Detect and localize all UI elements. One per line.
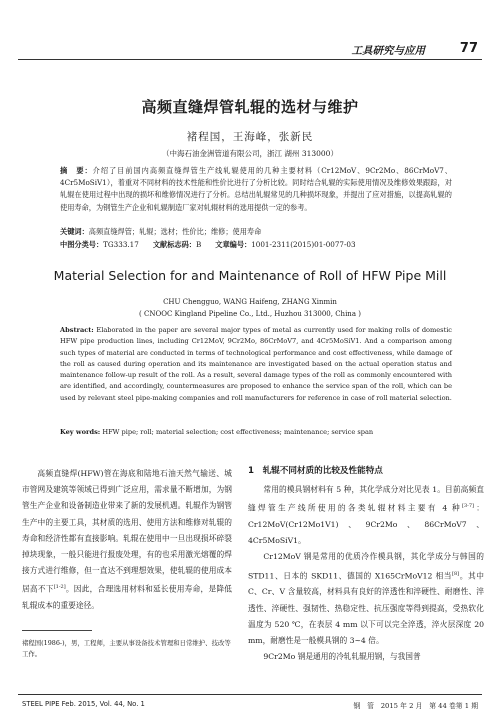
page-number: 77: [459, 41, 478, 56]
english-authors: CHU Chengguo, WANG Haifeng, ZHANG Xinmin: [163, 298, 337, 306]
paragraph-9cr2mo: 9Cr2Mo 钢是通用的冷轧轧辊用钢，与我国普: [263, 652, 421, 662]
doc-code-value: B: [195, 240, 202, 249]
english-keywords: [60, 427, 452, 438]
right-column: [248, 482, 484, 665]
english-keywords-label: Key words:: [60, 428, 101, 436]
article-no-value: 1001-2311(2015)01-0077-03: [251, 240, 356, 249]
footer-rule: [18, 694, 482, 695]
header-rule: [18, 59, 482, 60]
clc-value: TG333.17: [103, 240, 139, 249]
english-affiliation: ( CNOOC Kingland Pipeline Co., Ltd., Huzhou 313000, China ): [139, 310, 361, 318]
footnote-rule: [22, 630, 92, 631]
chinese-abstract: [60, 165, 452, 214]
citation: [3-7]: [462, 503, 474, 510]
clc-label: 中图分类号：: [60, 240, 104, 249]
classification-row: [60, 239, 452, 251]
running-header-section: 工具研究与应用: [351, 45, 425, 57]
author-footnote: 褚程国(1986-)，男，工程师，主要从事设备技术管理和日常维护、技改等工作。: [22, 639, 231, 658]
chinese-title: 高频直缝焊管轧辊的选材与维护: [141, 98, 359, 116]
chinese-keywords: [60, 226, 452, 238]
section-heading: 1 轧辊不同材质的比较及性能特点: [248, 466, 383, 476]
footer-journal-cn: 钢 管 2015 年 2 月 第 44 卷第 1 期: [353, 702, 478, 710]
chinese-affiliation: （中海石油金洲管道有限公司，浙江 湖州 313000）: [162, 149, 338, 158]
abstract-text: 介绍了目前国内高频直缝焊管生产线轧辊使用的几种主要材料（Cr12MoV、9Cr2Mo、86CrMoV7、4Cr5MoSiV1），着重对不同材料的技术性能和性价比进行了分析比较。同时结合轧辊的实际使用情况及维修效果跟踪，对轧辊在使用过程中出现的损坏和维修情况进行了分析。总结出轧辊常见的几种损坏现象，并提出了应对措施，以提高轧辊的使用寿命，为钢管生产企业和轧辊制造厂家对轧辊材料的选用提供一定的参考。: [60, 166, 452, 212]
intro-citation: [1-2]: [53, 584, 66, 591]
english-abstract-label: Abstract:: [60, 326, 94, 334]
keywords-text: 高频直缝焊管；轧辊；选材；性价比；维修；使用寿命: [88, 227, 262, 236]
citation: [8]: [452, 570, 460, 577]
english-keywords-text: HFW pipe; roll; material selection; cost effectiveness; maintenance; service span: [102, 428, 374, 436]
intro-text: 高频直缝焊(HFW)管在海底和陆地石油天然气输送、城市管网及建筑等领域已得到广泛应用，需求量不断增加，为钢管生产企业和设备制造业带来了新的发展机遇。轧辊作为钢管生产中的主要工具，其材质的选用、使用方法和维修对轧辊的寿命和经济性都有直接影响。轧辊在使用中一旦出现损坏碎裂掉块现象，一般只能进行报废处理，有的也采用激光熔覆的焊接方式进行维修，但一直达不到理想效果，使轧辊的使用成本居高不下: [22, 469, 232, 594]
intro-text-end: 。因此，合理选用材料和延长使用寿命，是降低轧辊成本的重要途径。: [22, 584, 232, 611]
article-no-label: 文章编号：: [215, 240, 252, 249]
chinese-authors: 褚程国，王海峰，张新民: [186, 131, 314, 143]
english-abstract-text: Elaborated in the paper are several major types of metal as currently used for making rolls of domestic HFW pipe production lines, including Cr12MoV, 9Cr2Mo, 86CrMoV7, and 4Cr5MoSiV1. And a comparison among such types of material are conducted in terms of technological performance and cost effectiveness, while damage of the roll as caused during operation and its maintenance are investigated based on the actual operation status and maintenance follow-up result of the roll. As a result, several damage types of the roll as commonly encountered with are identified, and accordingly, countermeasures are proposed to enhance the service span of the roll, which can be used by relevant steel pipe-making companies and roll manufacturers for reference in case of roll material selection.: [60, 326, 452, 402]
english-title: Material Selection for and Maintenance of Roll of HFW Pipe Mill: [53, 268, 447, 283]
doc-code-label: 文献标志码：: [152, 240, 196, 249]
abstract-label: 摘 要：: [60, 166, 93, 175]
footer-journal-en: STEEL PIPE Feb. 2015, Vol. 44, No. 1: [22, 700, 145, 708]
paragraph-cr12mov: Cr12MoV 钢是常用的优质冷作模具钢，其化学成分与韩国的 STD11、日本的 SKD11、德国的 X165CrMoV12 相当[8]。其中 C、Cr、V 含量较高，材料具有良好的淬透性和淬硬性、耐磨性、淬透性、淬硬性、强韧性、热稳定性、抗压强度等得到提高，受热软化温度为 520 ℃，在表层 4 mm 以下可以完全淬透，淬火层深度 20 mm，耐磨性是一般模具钢的 3~4 倍。: [248, 552, 484, 645]
paragraph-materials: 常用的模具钢材料有 5 种，其化学成分对比见表 1。目前高频直缝焊管生产线所使用的各类轧辊材料主要有 4 种[3-7]：Cr12MoV(Cr12Mo1V1)、9Cr2Mo、86CrMoV7、4Cr5MoSiV1。: [248, 485, 484, 546]
intro-paragraph: [22, 466, 232, 614]
keywords-label: 关键词：: [60, 227, 89, 236]
english-abstract: [60, 325, 452, 404]
